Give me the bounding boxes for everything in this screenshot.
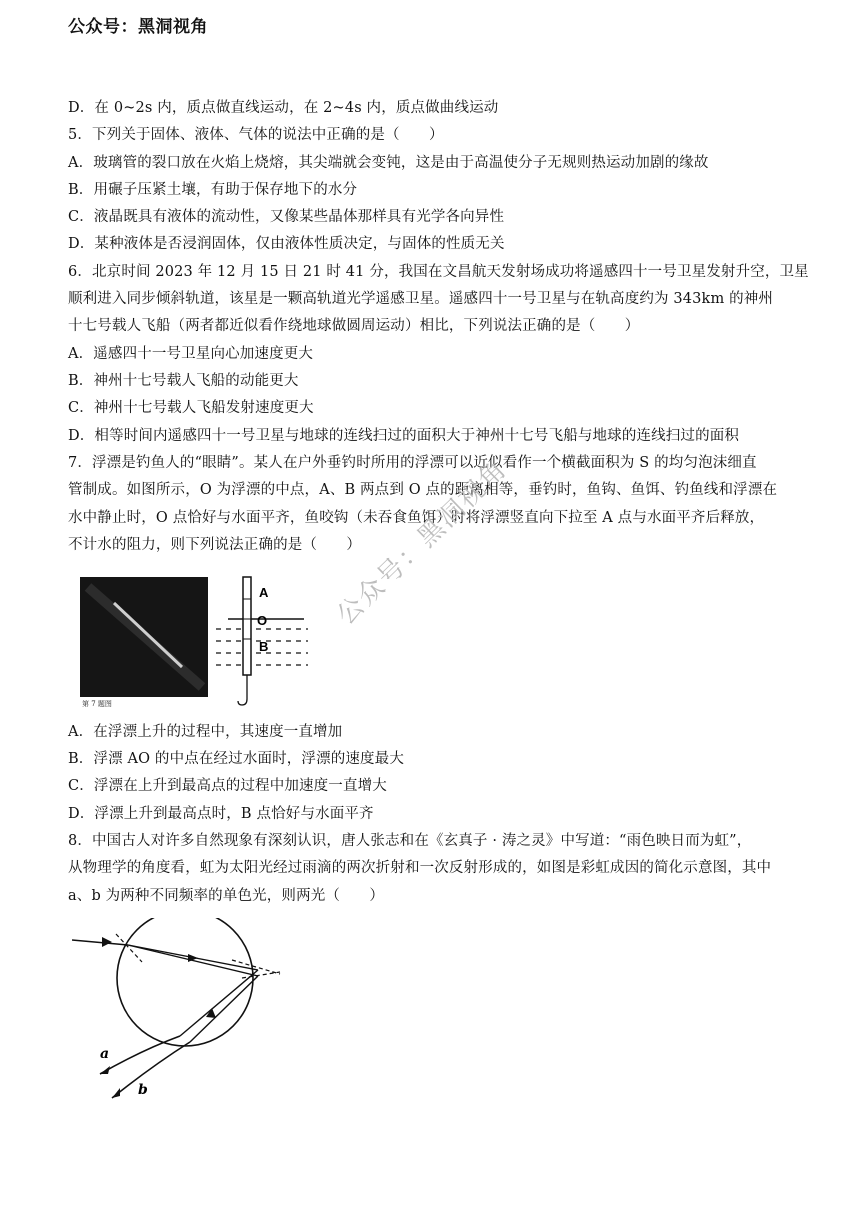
q8-figure — [72, 918, 292, 1108]
q5-option-a: A．玻璃管的裂口放在火焰上烧熔，其尖端就会变钝，这是由于高温使分子无规则热运动加剧的缘故 — [68, 155, 709, 171]
q7-stem-2: 管制成。如图所示，O 为浮漂的中点，A、B 两点到 O 点的距离相等，垂钓时，鱼钩、鱼饵、钓鱼线和浮漂在 — [68, 482, 778, 498]
exit-ray-a — [100, 1036, 180, 1074]
q8-stem-1: 8．中国古人对许多自然现象有深刻认识，唐人张志和在《玄真子 · 涛之灵》中写道：“雨色映日而为虹”， — [68, 833, 752, 849]
reflected-ray-b — [190, 976, 258, 1042]
arrow-icon — [102, 937, 112, 947]
exit-ray-b — [112, 1042, 190, 1098]
q5-option-b: B．用碾子压紧土壤，有助于保存地下的水分 — [68, 182, 358, 198]
q7-stem-1: 7．浮漂是钓鱼人的“眼睛”。某人在户外垂钓时所用的浮漂可以近似看作一个横截面积为 S 的均匀泡沫细直 — [68, 455, 757, 471]
incident-ray — [72, 940, 128, 945]
reflected-ray-a — [180, 970, 258, 1036]
q6-option-c: C．神州十七号载人飞船发射速度更大 — [68, 400, 314, 416]
q6-option-b: B．神州十七号载人飞船的动能更大 — [68, 373, 299, 389]
label-b: b — [138, 1082, 148, 1098]
float-tube — [243, 577, 251, 675]
q7-stem-3: 水中静止时，O 点恰好与水面平齐，鱼咬钩（未吞食鱼饵）时将浮漂竖直向下拉至 A 点与水面平齐后释放， — [68, 510, 765, 526]
label-b: B — [259, 639, 269, 654]
page-header: 公众号：黑洞视角 — [68, 17, 208, 37]
q6-stem-2: 顺利进入同步倾斜轨道，该星是一颗高轨道光学遥感卫星。遥感四十一号卫星与在轨高度约为 343km 的神州 — [68, 291, 774, 307]
q8-stem-3: a、b 为两种不同频率的单色光，则两光（ ） — [68, 888, 384, 904]
q4-option-d: D．在 0~2s 内，质点做直线运动，在 2~4s 内，质点做曲线运动 — [68, 100, 499, 116]
q5-option-c: C．液晶既具有液体的流动性，又像某些晶体那样具有光学各向异性 — [68, 209, 505, 225]
q5-stem: 5．下列关于固体、液体、气体的说法中正确的是（ ） — [68, 127, 444, 143]
q8-stem-2: 从物理学的角度看，虹为太阳光经过雨滴的两次折射和一次反射形成的，如图是彩虹成因的简化示意图，其中 — [68, 860, 772, 876]
q7-option-c: C．浮漂在上升到最高点的过程中加速度一直增大 — [68, 778, 387, 794]
label-a: a — [100, 1046, 110, 1062]
q7-stem-4: 不计水的阻力，则下列说法正确的是（ ） — [68, 537, 361, 553]
q5-option-d: D．某种液体是否浸润固体，仅由液体性质决定，与固体的性质无关 — [68, 236, 505, 252]
raindrop-circle — [117, 918, 253, 1046]
q7-option-a: A．在浮漂上升的过程中，其速度一直增加 — [68, 724, 343, 740]
q7-option-d: D．浮漂上升到最高点时，B 点恰好与水面平齐 — [68, 806, 374, 822]
label-a: A — [259, 585, 269, 600]
watermark: 公众号：黑洞视角 — [331, 453, 514, 632]
q6-option-a: A．遥感四十一号卫星向心加速度更大 — [68, 346, 314, 362]
arrow-icon — [100, 1066, 110, 1074]
label-o: O — [257, 613, 268, 628]
q6-option-d: D．相等时间内遥感四十一号卫星与地球的连线扫过的面积大于神州十七号飞船与地球的连线扫过的面积 — [68, 428, 740, 444]
refracted-ray-b — [128, 945, 258, 976]
q7-figure — [78, 575, 318, 710]
float-diagram — [216, 577, 308, 705]
photo-caption: 第 7 题图 — [82, 700, 112, 708]
q7-option-b: B．浮漂 AO 的中点在经过水面时，浮漂的速度最大 — [68, 751, 404, 767]
q6-stem-3: 十七号载人飞船（两者都近似看作绕地球做圆周运动）相比，下列说法正确的是（ ） — [68, 318, 640, 334]
hook-icon — [238, 699, 247, 705]
q6-stem-1: 6．北京时间 2023 年 12 月 15 日 21 时 41 分，我国在文昌航天发射场成功将遥感四十一号卫星发射升空，卫星 — [68, 264, 809, 280]
